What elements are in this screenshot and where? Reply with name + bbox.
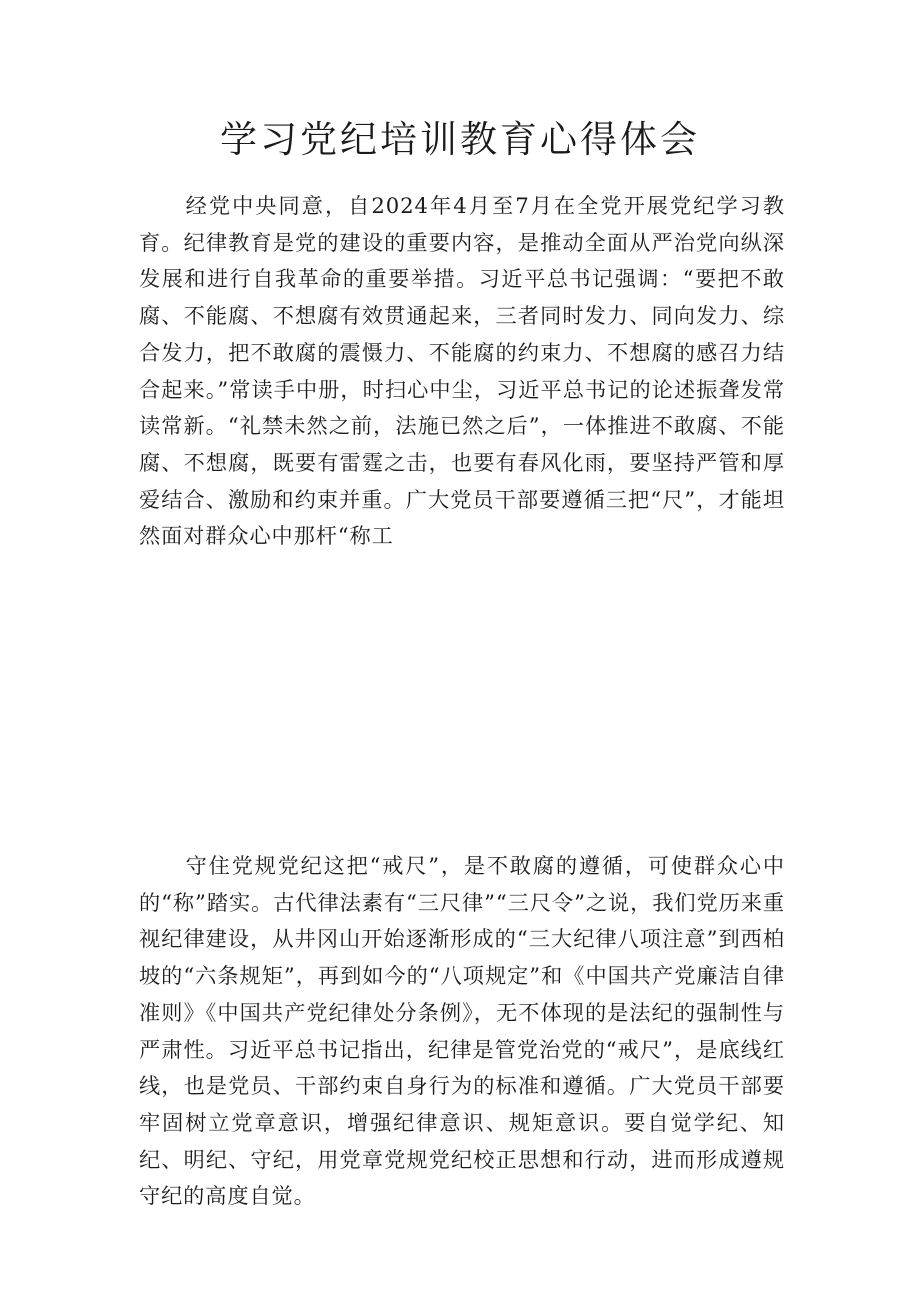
- document-title: 学习党纪培训教育心得体会: [220, 118, 700, 161]
- body-paragraph-1: 经党中央同意，自2024年4月至7月在全党开展党纪学习教育。纪律教育是党的建设的重要内容，是推动全面从严治党向纵深发展和进行自我革命的重要举措。习近平总书记强调：“要把不敢腐、不能腐、不想腐有效贯通起来，三者同时发力、同向发力、综合发力，把不敢腐的震慑力、不能腐的约束力、不想腐的感召力结合起来。”常读手中册，时扫心中尘，习近平总书记的论述振聋发常读常新。“礼禁未然之前，法施已然之后”，一体推进不敢腐、不能腐、不想腐，既要有雷霆之击，也要有春风化雨，要坚持严管和厚爱结合、激励和约束并重。广大党员干部要遵循三把“尺”，才能坦然面对群众心中那杆“称工: [139, 193, 785, 549]
- body-paragraph-2: 守住党规党纪这把“戒尺”，是不敢腐的遵循，可使群众心中的“称”踏实。古代律法素有“三尺律”“三尺令”之说，我们党历来重视纪律建设，从井冈山开始逐渐形成的“三大纪律八项注意”到西柏坡的“六条规矩”，再到如今的“八项规定”和《中国共产党廉洁自律准则》《中国共产党纪律处分条例》，无不体现的是法纪的强制性与严肃性。习近平总书记指出，纪律是管党治党的“戒尺”，是底线红线，也是党员、干部约束自身行为的标准和遵循。广大党员干部要牢固树立党章意识，增强纪律意识、规矩意识。要自觉学纪、知纪、明纪、守纪，用党章党规党纪校正思想和行动，进而形成遵规守纪的高度自觉。: [139, 853, 785, 1209]
